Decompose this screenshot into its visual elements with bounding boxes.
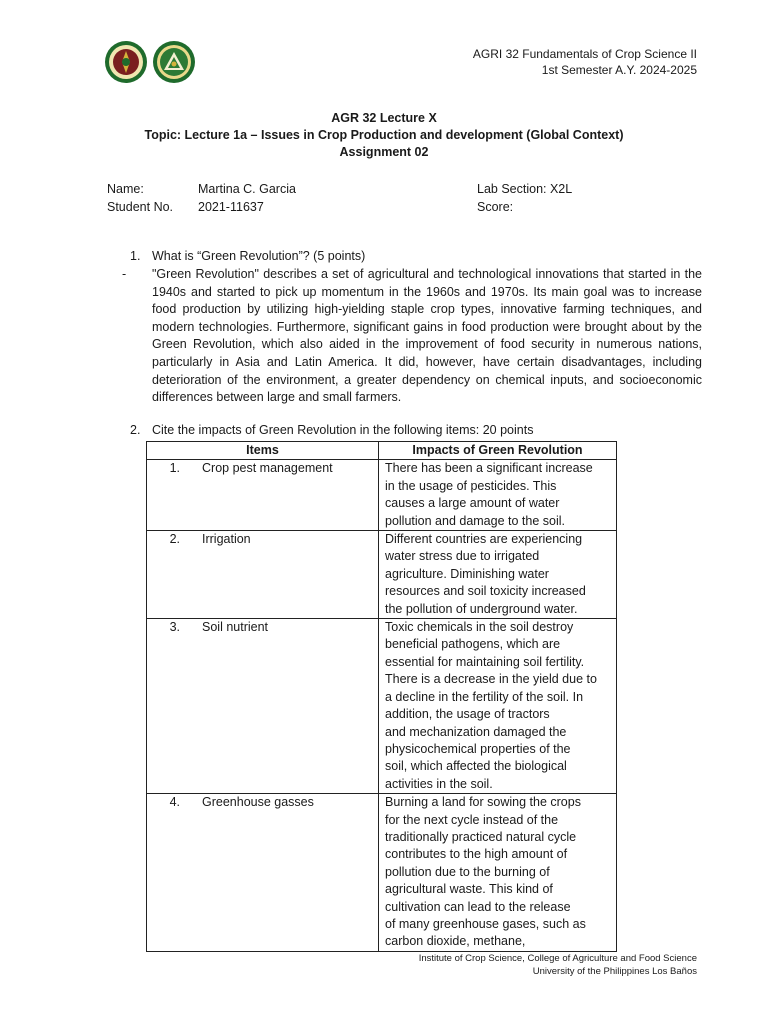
score-label: Score:: [477, 200, 514, 214]
answer-1: [122, 266, 702, 407]
item-label: Soil nutrient: [202, 620, 269, 635]
item-cell: [147, 531, 379, 619]
answer-1-text: "Green Revolution" describes a set of agricultural and technological innovations that started in the 1940s and started to pick up momentum in the 1960s and 1970s. Its main goal was to increase food production by utilizing high-yielding staple crop types, innovative farming techniques, and modern technologies. Furthermore, significant gains in food production were brought about by the Green Revolution, which also aided in the improvement of food security in numerous nations, particularly in Asia and Latin America. It did, however, have certain disadvantages, including deterioration of the environment, a greater dependency on chemical inputs, and socioeconomic differences between large and small farmers.: [152, 267, 702, 405]
impact-cell: Burning a land for sowing the crops for the next cycle instead of the traditionally practiced natural cycle contributes to the high amount of pollution due to the burning of agricultural waste. This kind of cultivation can lead to the release of many greenhouse gases, such as carbon dioxide, methane,: [379, 794, 617, 952]
student-no-value: 2021-11637: [198, 200, 264, 214]
impacts-table: [146, 441, 617, 952]
page-footer: [419, 952, 697, 978]
table-header-row: [147, 442, 617, 460]
university-seal-logo: [104, 40, 148, 84]
item-number: 3.: [169, 620, 180, 635]
question-2-number: 2.: [130, 423, 141, 437]
logo-group: [104, 40, 196, 84]
semester-line: 1st Semester A.Y. 2024-2025: [541, 63, 697, 77]
course-line: AGRI 32 Fundamentals of Crop Science II: [472, 47, 697, 61]
question-2-text: Cite the impacts of Green Revolution in the following items: 20 points: [152, 423, 534, 437]
item-cell: [147, 619, 379, 794]
item-number: 1.: [169, 461, 180, 476]
impacts-header: Impacts of Green Revolution: [379, 442, 617, 460]
course-header: [473, 46, 697, 78]
lab-section: Lab Section: X2L: [477, 182, 573, 196]
name-label: Name:: [107, 182, 144, 196]
info-row-student-no: [107, 198, 707, 216]
item-cell: [147, 794, 379, 952]
title-block: [0, 110, 768, 161]
answer-dash: -: [122, 267, 127, 281]
student-no-label: Student No.: [107, 200, 174, 214]
impact-cell: There has been a significant increase in the usage of pesticides. This causes a large amount of water pollution and damage to the soil.: [379, 460, 617, 531]
student-info: [107, 180, 707, 216]
items-header: Items: [147, 442, 379, 460]
college-seal-logo: [152, 40, 196, 84]
table-row: [147, 619, 617, 794]
assignment-title: Assignment 02: [339, 145, 429, 159]
info-row-name: [107, 180, 707, 198]
impact-cell: Different countries are experiencing water stress due to irrigated agriculture. Diminishing water resources and soil toxicity increased the pollution of underground water.: [379, 531, 617, 619]
item-label: Greenhouse gasses: [202, 795, 314, 810]
table-row: [147, 794, 617, 952]
item-number: 4.: [169, 795, 180, 810]
topic-title: Topic: Lecture 1a – Issues in Crop Production and development (Global Context): [144, 128, 624, 142]
item-label: Crop pest management: [202, 461, 333, 476]
question-1-number: 1.: [130, 249, 141, 263]
impact-cell: Toxic chemicals in the soil destroy beneficial pathogens, which are essential for maintaining soil fertility. There is a decrease in the yield due to a decline in the fertility of the soil. In addition, the usage of tractors and mechanization damaged the physicochemical properties of the soil, which affected the biological activities in the soil.: [379, 619, 617, 794]
question-1-text: What is “Green Revolution”? (5 points): [152, 249, 366, 263]
item-cell: [147, 460, 379, 531]
item-label: Irrigation: [202, 532, 251, 547]
table-row: [147, 460, 617, 531]
item-number: 2.: [169, 532, 180, 547]
footer-university: University of the Philippines Los Baños: [532, 966, 697, 977]
lecture-title: AGR 32 Lecture X: [331, 111, 437, 125]
footer-institute: Institute of Crop Science, College of Agriculture and Food Science: [418, 953, 697, 964]
table-row: [147, 531, 617, 619]
name-value: Martina C. Garcia: [198, 182, 296, 196]
